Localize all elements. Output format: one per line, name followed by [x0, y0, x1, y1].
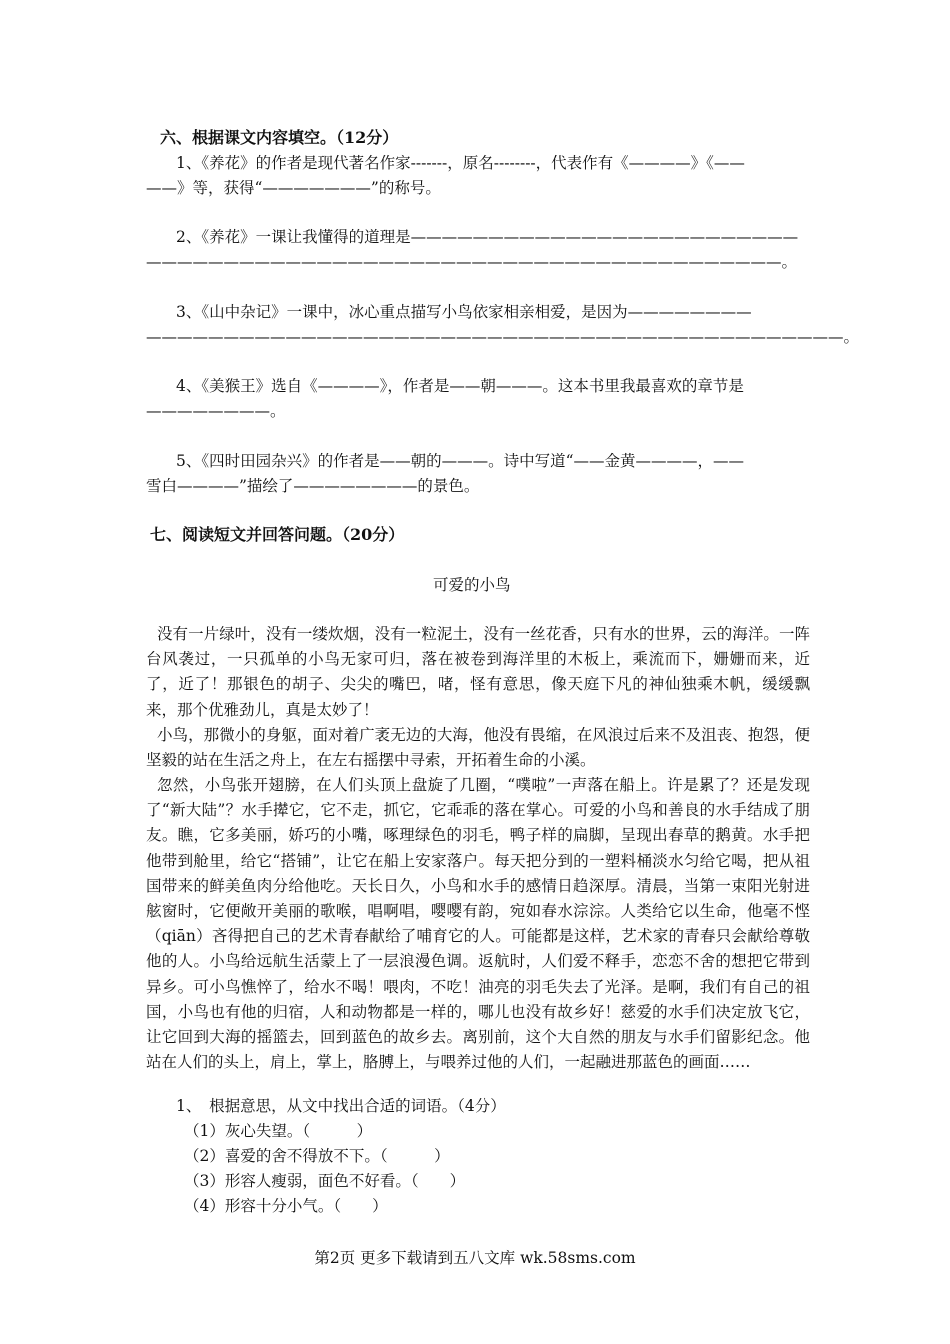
q3-line1: 3、《山中杂记》一课中，冰心重点描写小鸟依家相亲相爱，是因为————————	[176, 303, 752, 321]
page-footer: 第2页 更多下载请到五八文库 wk.58sms.com	[314, 1249, 636, 1267]
section7-heading: 七、阅读短文并回答问题。（20分）	[150, 525, 405, 544]
q1-line1: 1、《养花》的作者是现代著名作家-------，原名--------，代表作有《————》《——	[176, 154, 745, 172]
story-paragraph-1: 没有一片绿叶，没有一缕炊烟，没有一粒泥土，没有一丝花香，只有水的世界，云的海洋。一阵台风袭过，一只孤单的小鸟无家可归，落在被卷到海洋里的木板上，乘流而下，姗姗而来，近了，近了！那银色的胡子、尖尖的嘴巴，啫，怪有意思，像天庭下凡的神仙独乘木帆，缓缓飘来，那个优雅劲儿，真是太妙了！	[146, 625, 810, 719]
story-title: 可爱的小鸟	[433, 576, 511, 594]
q2-line1: 2、《养花》一课让我懂得的道理是—————————————————————————	[176, 228, 799, 246]
sub-question-1: （1）灰心失望。（ ）	[184, 1122, 373, 1140]
sub-question-2: （2）喜爱的舍不得放不下。（ ）	[184, 1147, 450, 1165]
sub-question-4: （4）形容十分小气。（ ）	[184, 1197, 388, 1215]
q4-line2: ————————。	[146, 402, 286, 420]
q3-line2: —————————————————————————————————————————————。	[146, 328, 860, 346]
reading-question-1: 1、 根据意思，从文中找出合适的词语。（4分）	[176, 1097, 506, 1115]
sub-question-3: （3）形容人瘦弱，面色不好看。（ ）	[184, 1172, 466, 1190]
q5-line2: 雪白————”描绘了————————的景色。	[146, 477, 480, 495]
story-paragraph-2: 小鸟，那微小的身躯，面对着广袤无边的大海，他没有畏缩，在风浪过后来不及沮丧、抱怨，便坚毅的站在生活之舟上，在左右摇摆中寻索，开拓着生命的小溪。	[146, 726, 810, 770]
q4-line1: 4、《美猴王》选自《————》，作者是——朝———。这本书里我最喜欢的章节是	[176, 377, 744, 395]
q5-line1: 5、《四时田园杂兴》的作者是——朝的———。诗中写道“——金黄————，——	[176, 452, 745, 470]
story-paragraph-3: 忽然，小鸟张开翅膀，在人们头顶上盘旋了几圈，“噗啦”一声落在船上。许是累了？还是发现了“新大陆”？水手撵它，它不走，抓它，它乖乖的落在掌心。可爱的小鸟和善良的水手结成了朋友。瞧，它多美丽，娇巧的小嘴，啄理绿色的羽毛，鸭子样的扁脚，呈现出春草的鹅黄。水手把他带到舱里，给它“搭铺”，让它在船上安家落户。每天把分到的一塑料桶淡水匀给它喝，把从祖国带来的鲜美鱼肉分给他吃。天长日久，小鸟和水手的感情日趋深厚。清晨，当第一束阳光射进舷窗时，它便敞开美丽的歌喉，唱啊唱，嘤嘤有韵，宛如春水淙淙。人类给它以生命，他毫不悭（qiān）吝得把自己的艺术青春献给了哺育它的人。可能都是这样，艺术家的青春只会献给尊敬他的人。小鸟给远航生活蒙上了一层浪漫色调。返航时，人们爱不释手，恋恋不舍的想把它带到异乡。可小鸟憔悴了，给水不喝！喂肉，不吃！油亮的羽毛失去了光泽。是啊，我们有自己的祖国，小鸟也有他的归宿，人和动物都是一样的，哪儿也没有故乡好！慈爱的水手们决定放飞它，让它回到大海的摇篮去，回到蓝色的故乡去。离别前，这个大自然的朋友与水手们留影纪念。他站在人们的头上，肩上，掌上，胳膊上，与喂养过他的人们，一起融进那蓝色的画面……	[146, 776, 810, 1072]
q1-line2: ——》等，获得“———————”的称号。	[146, 179, 441, 197]
section6-heading: 六、根据课文内容填空。（12分）	[160, 128, 399, 147]
q2-line2: —————————————————————————————————————————。	[146, 253, 798, 271]
